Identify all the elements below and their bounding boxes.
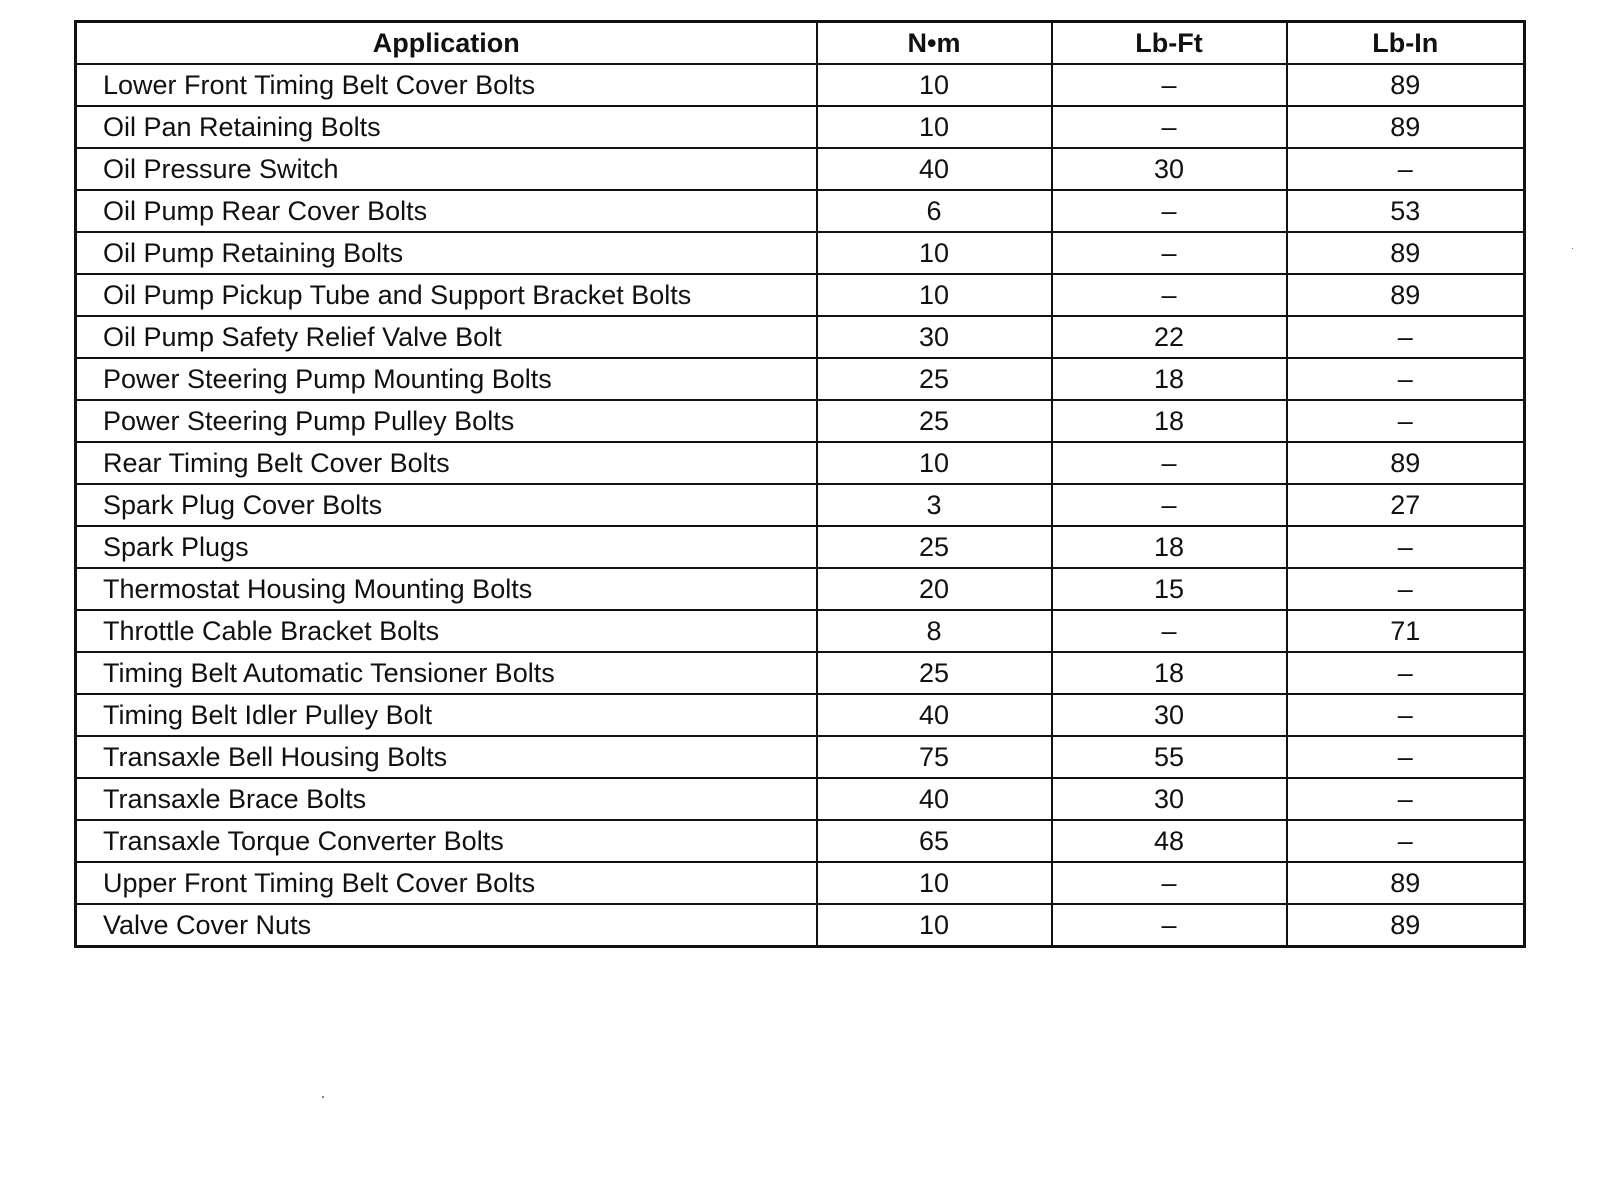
- scan-speck: [322, 1096, 324, 1098]
- cell-lbft: 30: [1052, 148, 1287, 190]
- table-row: [76, 862, 1525, 904]
- table-row: [76, 652, 1525, 694]
- cell-application: Oil Pump Pickup Tube and Support Bracket Bolts: [76, 274, 817, 316]
- cell-lbft: 30: [1052, 778, 1287, 820]
- table-row: [76, 484, 1525, 526]
- cell-nm: 25: [817, 400, 1052, 442]
- cell-lbin: 71: [1287, 610, 1525, 652]
- header-lbft: Lb-Ft: [1052, 22, 1287, 65]
- cell-nm: 10: [817, 64, 1052, 106]
- cell-lbft: –: [1052, 442, 1287, 484]
- table-row: [76, 778, 1525, 820]
- table-row: [76, 694, 1525, 736]
- cell-lbft: –: [1052, 232, 1287, 274]
- table-header-row: [76, 22, 1525, 65]
- cell-lbft: 15: [1052, 568, 1287, 610]
- table-body: [76, 64, 1525, 947]
- cell-application: Throttle Cable Bracket Bolts: [76, 610, 817, 652]
- cell-application: Oil Pump Retaining Bolts: [76, 232, 817, 274]
- cell-lbin: 53: [1287, 190, 1525, 232]
- cell-lbft: 48: [1052, 820, 1287, 862]
- cell-application: Oil Pump Rear Cover Bolts: [76, 190, 817, 232]
- cell-lbin: 89: [1287, 862, 1525, 904]
- cell-nm: 3: [817, 484, 1052, 526]
- table-row: [76, 358, 1525, 400]
- cell-application: Spark Plug Cover Bolts: [76, 484, 817, 526]
- table-row: [76, 232, 1525, 274]
- cell-application: Oil Pressure Switch: [76, 148, 817, 190]
- cell-nm: 40: [817, 778, 1052, 820]
- cell-lbft: 22: [1052, 316, 1287, 358]
- cell-application: Spark Plugs: [76, 526, 817, 568]
- cell-lbin: –: [1287, 568, 1525, 610]
- cell-application: Lower Front Timing Belt Cover Bolts: [76, 64, 817, 106]
- cell-application: Oil Pump Safety Relief Valve Bolt: [76, 316, 817, 358]
- cell-lbin: 89: [1287, 274, 1525, 316]
- table-row: [76, 568, 1525, 610]
- cell-lbft: –: [1052, 484, 1287, 526]
- cell-lbft: –: [1052, 190, 1287, 232]
- cell-nm: 40: [817, 148, 1052, 190]
- cell-lbft: –: [1052, 274, 1287, 316]
- cell-lbin: 89: [1287, 106, 1525, 148]
- cell-application: Valve Cover Nuts: [76, 904, 817, 947]
- cell-lbft: 18: [1052, 358, 1287, 400]
- cell-lbft: 18: [1052, 652, 1287, 694]
- cell-lbin: –: [1287, 736, 1525, 778]
- cell-lbin: –: [1287, 148, 1525, 190]
- cell-lbin: 89: [1287, 904, 1525, 947]
- cell-lbin: –: [1287, 400, 1525, 442]
- cell-application: Timing Belt Idler Pulley Bolt: [76, 694, 817, 736]
- cell-lbft: –: [1052, 904, 1287, 947]
- cell-lbft: –: [1052, 610, 1287, 652]
- table-row: [76, 400, 1525, 442]
- table-row: [76, 64, 1525, 106]
- header-application: Application: [76, 22, 817, 65]
- cell-lbft: –: [1052, 106, 1287, 148]
- cell-lbft: 18: [1052, 526, 1287, 568]
- cell-lbft: –: [1052, 64, 1287, 106]
- cell-lbin: –: [1287, 526, 1525, 568]
- table-row: [76, 526, 1525, 568]
- table-row: [76, 442, 1525, 484]
- cell-lbin: –: [1287, 652, 1525, 694]
- cell-nm: 75: [817, 736, 1052, 778]
- cell-lbin: –: [1287, 694, 1525, 736]
- cell-application: Transaxle Brace Bolts: [76, 778, 817, 820]
- header-lbin: Lb-In: [1287, 22, 1525, 65]
- cell-nm: 10: [817, 904, 1052, 947]
- cell-nm: 30: [817, 316, 1052, 358]
- cell-application: Transaxle Bell Housing Bolts: [76, 736, 817, 778]
- table-row: [76, 148, 1525, 190]
- cell-nm: 10: [817, 862, 1052, 904]
- scan-speck: [1572, 248, 1573, 249]
- cell-lbin: –: [1287, 778, 1525, 820]
- cell-nm: 40: [817, 694, 1052, 736]
- cell-lbin: 89: [1287, 232, 1525, 274]
- cell-nm: 10: [817, 274, 1052, 316]
- cell-application: Timing Belt Automatic Tensioner Bolts: [76, 652, 817, 694]
- cell-application: Rear Timing Belt Cover Bolts: [76, 442, 817, 484]
- cell-lbft: 18: [1052, 400, 1287, 442]
- cell-nm: 10: [817, 106, 1052, 148]
- cell-lbin: 89: [1287, 64, 1525, 106]
- cell-lbin: 27: [1287, 484, 1525, 526]
- cell-lbin: –: [1287, 316, 1525, 358]
- table-row: [76, 820, 1525, 862]
- cell-application: Transaxle Torque Converter Bolts: [76, 820, 817, 862]
- cell-nm: 25: [817, 526, 1052, 568]
- cell-nm: 10: [817, 232, 1052, 274]
- cell-lbin: 89: [1287, 442, 1525, 484]
- cell-lbft: 30: [1052, 694, 1287, 736]
- torque-spec-table: [74, 20, 1526, 948]
- table-row: [76, 274, 1525, 316]
- cell-lbin: –: [1287, 820, 1525, 862]
- cell-nm: 25: [817, 652, 1052, 694]
- cell-lbin: –: [1287, 358, 1525, 400]
- table-row: [76, 610, 1525, 652]
- cell-nm: 8: [817, 610, 1052, 652]
- cell-application: Upper Front Timing Belt Cover Bolts: [76, 862, 817, 904]
- cell-lbft: 55: [1052, 736, 1287, 778]
- table-row: [76, 190, 1525, 232]
- header-nm: N•m: [817, 22, 1052, 65]
- cell-application: Oil Pan Retaining Bolts: [76, 106, 817, 148]
- cell-lbft: –: [1052, 862, 1287, 904]
- cell-nm: 20: [817, 568, 1052, 610]
- cell-nm: 65: [817, 820, 1052, 862]
- cell-application: Thermostat Housing Mounting Bolts: [76, 568, 817, 610]
- cell-nm: 6: [817, 190, 1052, 232]
- table-row: [76, 316, 1525, 358]
- cell-application: Power Steering Pump Mounting Bolts: [76, 358, 817, 400]
- cell-nm: 25: [817, 358, 1052, 400]
- cell-nm: 10: [817, 442, 1052, 484]
- table-row: [76, 904, 1525, 947]
- table-row: [76, 106, 1525, 148]
- table-row: [76, 736, 1525, 778]
- cell-application: Power Steering Pump Pulley Bolts: [76, 400, 817, 442]
